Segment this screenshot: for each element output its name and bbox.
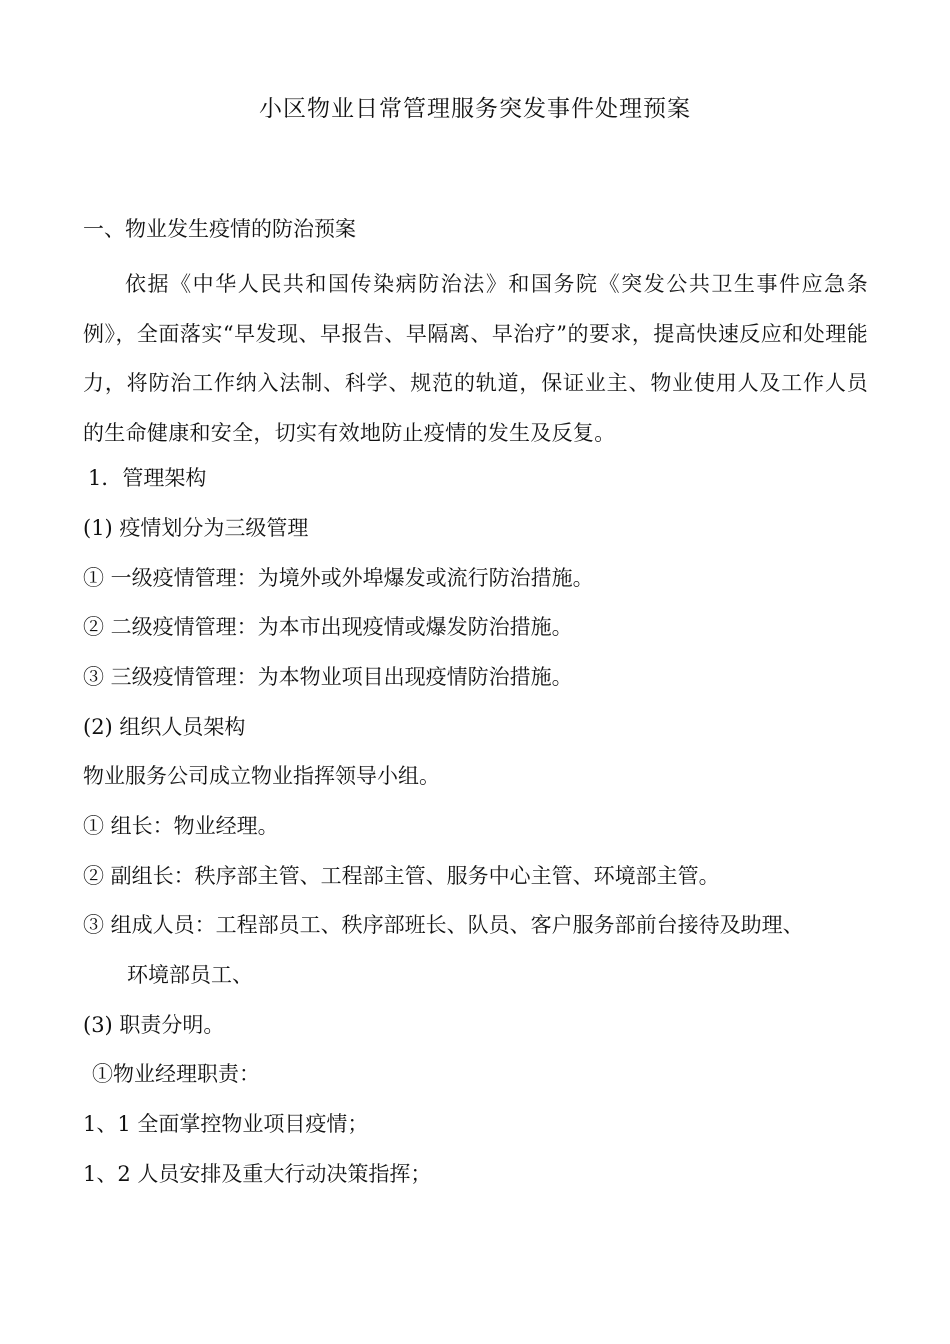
list-item-leader: ① 组长：物业经理。	[83, 814, 279, 838]
list-item-members: ③ 组成人员：工程部员工、秩序部班长、队员、客户服务部前台接待及助理、	[83, 913, 804, 937]
intro-paragraph: 依据《中华人民共和国传染病防治法》和国务院《突发公共卫生事件应急条例》，全面落实“早发现、早报告、早隔离、早治疗”的要求，提高快速反应和处理能力，将防治工作纳入法制、科学、规范的轨道，保证业主、物业使用人及工作人员的生命健康和安全，切实有效地防止疫情的发生及反复。	[83, 272, 868, 445]
item-organization-heading: (2) 组织人员架构	[83, 715, 246, 739]
list-item-level-3: ③ 三级疫情管理：为本物业项目出现疫情防治措施。	[83, 665, 573, 689]
item-responsibilities-heading: (3) 职责分明。	[83, 1013, 225, 1037]
manager-duties-heading: ①物业经理职责：	[92, 1062, 260, 1086]
duty-item-1-2: 1、2 人员安排及重大行动决策指挥；	[83, 1162, 432, 1186]
org-intro-text: 物业服务公司成立物业指挥领导小组。	[83, 764, 440, 788]
document-title: 小区物业日常管理服务突发事件处理预案	[259, 96, 691, 122]
list-item-members-continued: 环境部员工、	[127, 963, 253, 987]
list-item-deputy-leader: ② 副组长：秩序部主管、工程部主管、服务中心主管、环境部主管。	[83, 864, 720, 888]
duty-item-1-1: 1、1 全面掌控物业项目疫情；	[83, 1112, 369, 1136]
list-item-level-2: ② 二级疫情管理：为本市出现疫情或爆发防治措施。	[83, 615, 573, 639]
section-heading-epidemic-plan: 一、物业发生疫情的防治预案	[83, 217, 356, 241]
item-epidemic-levels-heading: (1) 疫情划分为三级管理	[83, 516, 309, 540]
list-item-level-1: ① 一级疫情管理：为境外或外埠爆发或流行防治措施。	[83, 566, 594, 590]
subsection-management-structure: 1．管理架构	[88, 466, 207, 490]
